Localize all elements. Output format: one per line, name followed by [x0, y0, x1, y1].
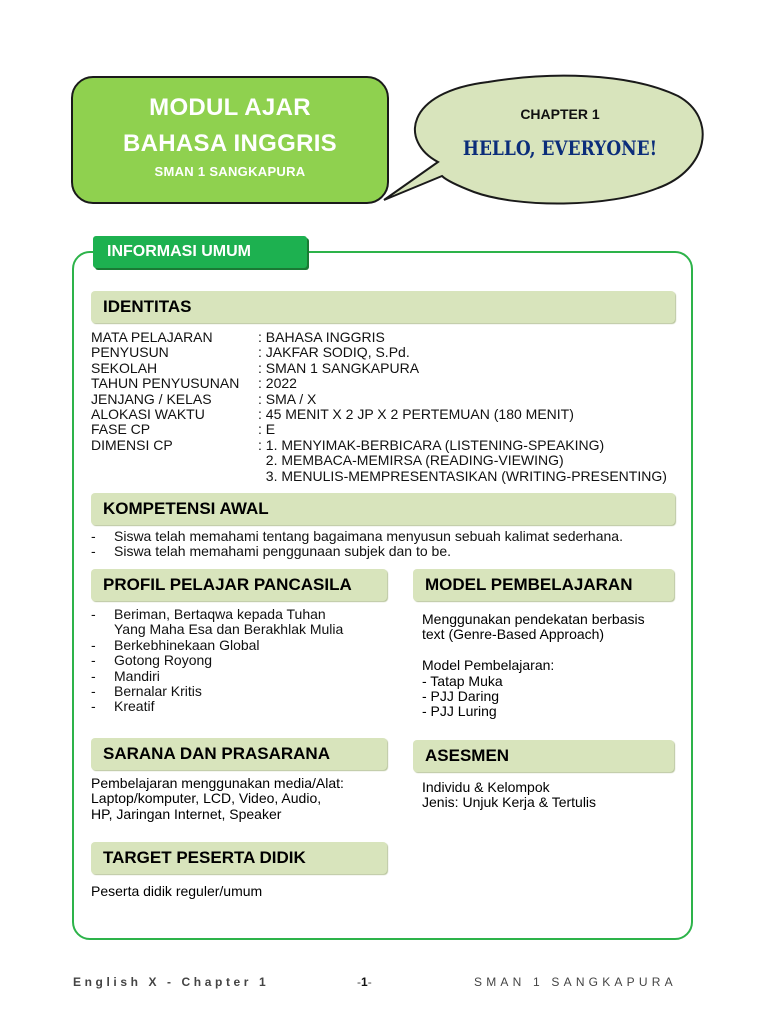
text-line: - PJJ Luring: [422, 703, 497, 720]
row-value: : 2022: [258, 375, 297, 392]
kompetensi-header: [91, 493, 675, 525]
row-key: TAHUN PENYUSUNAN: [91, 375, 240, 392]
bullet-dash: -: [91, 652, 96, 669]
page-number-value: 1: [361, 975, 368, 989]
bullet-dash: -: [91, 543, 96, 560]
row-value: : SMA / X: [258, 390, 317, 407]
sarana-header: [91, 738, 387, 770]
row-value: 3. MENULIS-MEMPRESENTASIKAN (WRITING-PRESENTING): [258, 467, 667, 484]
row-value: : 1. MENYIMAK-BERBICARA (LISTENING-SPEAKING): [258, 436, 605, 453]
bullet-dash: -: [91, 636, 96, 653]
row-key: DIMENSI CP: [91, 436, 173, 453]
row-value: 2. MEMBACA-MEMIRSA (READING-VIEWING): [258, 452, 564, 469]
row-key: ALOKASI WAKTU: [91, 406, 205, 422]
profil-header: [91, 569, 387, 601]
identitas-row: [91, 422, 681, 437]
bullet-dash: -: [91, 528, 96, 544]
row-value: : SMAN 1 SANGKAPURA: [258, 359, 420, 376]
text-line: text (Genre-Based Approach): [422, 626, 605, 643]
row-key: JENJANG / KELAS: [91, 390, 212, 407]
school-name: SMAN 1 SANGKAPURA: [154, 164, 306, 179]
model-text: [422, 612, 645, 720]
list-item-text: Bernalar Kritis: [114, 683, 202, 700]
text-line: Model Pembelajaran:: [422, 657, 555, 674]
footer-left: English X - Chapter 1: [73, 975, 270, 989]
subject-title: BAHASA INGGRIS: [123, 130, 337, 157]
kompetensi-list: [91, 529, 623, 560]
text-line: Individu & Kelompok: [422, 779, 550, 795]
model-heading: MODEL PEMBELAJARAN: [425, 575, 633, 594]
list-item-text: Beriman, Bertaqwa kepada Tuhan: [114, 606, 326, 622]
asesmen-text: [422, 780, 596, 811]
model-header: [413, 569, 674, 601]
row-value: : 45 MENIT X 2 JP X 2 PERTEMUAN (180 MENIT): [258, 406, 574, 422]
target-header: [91, 842, 387, 874]
sarana-heading: SARANA DAN PRASARANA: [103, 744, 330, 763]
row-value: : JAKFAR SODIQ, S.Pd.: [258, 344, 410, 361]
info-tab-label: INFORMASI UMUM: [107, 243, 251, 260]
asesmen-heading: ASESMEN: [425, 746, 510, 765]
identitas-heading: IDENTITAS: [103, 297, 192, 316]
list-item: [91, 544, 623, 559]
bullet-dash: -: [91, 683, 96, 700]
list-item-text: Gotong Royong: [114, 652, 213, 669]
page-dash: -: [357, 975, 361, 989]
chapter-heading: HELLO, EVERYONE!: [462, 136, 658, 160]
row-key: MATA PELAJARAN: [91, 329, 213, 345]
identitas-row: [91, 330, 681, 345]
text-line: - PJJ Daring: [422, 688, 500, 705]
title-box: [71, 76, 389, 204]
identitas-row: [91, 453, 681, 468]
text-line: Jenis: Unjuk Kerja & Tertulis: [422, 794, 597, 811]
bullet-dash: -: [91, 606, 96, 622]
list-item-text: Mandiri: [114, 667, 160, 684]
identitas-row: [91, 376, 681, 391]
list-item-text: Siswa telah memahami tentang bagaimana menyusun sebuah kalimat sederhana.: [114, 528, 623, 544]
list-item: [91, 653, 343, 668]
row-key: PENYUSUN: [91, 344, 169, 361]
text-line: Laptop/komputer, LCD, Video, Audio,: [91, 790, 322, 807]
list-item: [91, 669, 343, 684]
page-number: [357, 975, 372, 989]
text-line: Menggunakan pendekatan berbasis: [422, 611, 645, 627]
row-value: : E: [258, 421, 276, 438]
list-item-text: Berkebhinekaan Global: [114, 636, 260, 653]
target-heading: TARGET PESERTA DIDIK: [103, 848, 306, 867]
list-item-text: Siswa telah memahami penggunaan subjek dan to be.: [114, 543, 451, 560]
text-line: Pembelajaran menggunakan media/Alat:: [91, 775, 344, 791]
kompetensi-heading: KOMPETENSI AWAL: [103, 499, 269, 518]
row-value: : BAHASA INGGRIS: [258, 329, 385, 345]
target-text: Peserta didik reguler/umum: [91, 883, 263, 899]
identitas-row: [91, 469, 681, 484]
module-title: MODUL AJAR: [149, 94, 311, 121]
page-dash: -: [367, 975, 372, 989]
identitas-row: [91, 438, 681, 453]
sarana-text: [91, 776, 344, 822]
row-key: FASE CP: [91, 421, 151, 438]
list-item-text: Kreatif: [114, 698, 155, 715]
bullet-dash: -: [91, 667, 96, 684]
asesmen-header: [413, 740, 674, 772]
info-tab: [93, 236, 307, 268]
list-item: [91, 684, 343, 699]
list-item: [91, 638, 343, 653]
identitas-row: [91, 345, 681, 360]
chapter-label: CHAPTER 1: [520, 106, 600, 122]
bullet-dash: -: [91, 698, 96, 715]
spacer: [422, 643, 645, 658]
identitas-row: [91, 407, 681, 422]
list-item: [91, 699, 343, 714]
profil-list: [91, 607, 343, 715]
text-line: HP, Jaringan Internet, Speaker: [91, 805, 282, 822]
list-item: [91, 529, 623, 544]
row-key: SEKOLAH: [91, 359, 158, 376]
list-item-text: Yang Maha Esa dan Berakhlak Mulia: [114, 621, 344, 638]
profil-heading: PROFIL PELAJAR PANCASILA: [103, 575, 352, 594]
text-line: - Tatap Muka: [422, 672, 503, 689]
identitas-row: [91, 361, 681, 376]
footer-right: SMAN 1 SANGKAPURA: [474, 975, 677, 989]
list-item: [91, 607, 343, 638]
identitas-header: [91, 291, 675, 323]
identitas-row: [91, 392, 681, 407]
